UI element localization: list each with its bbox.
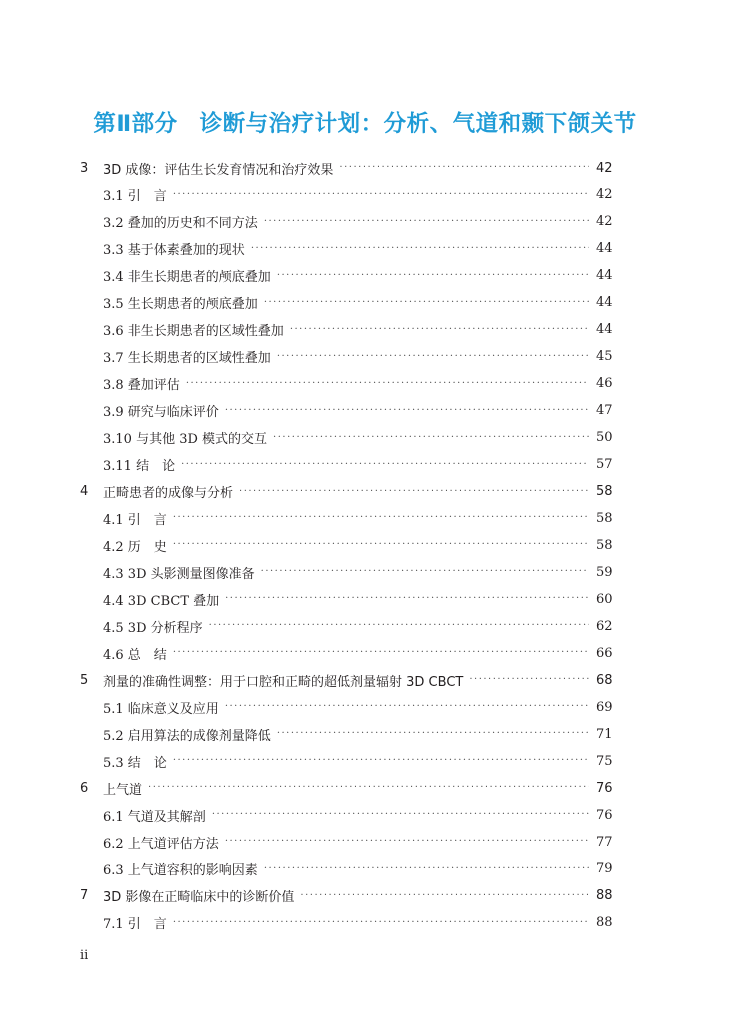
dot-leader bbox=[277, 263, 589, 289]
dot-leader bbox=[173, 182, 589, 208]
toc-section-entry[interactable] bbox=[0, 640, 730, 666]
toc-entry-text bbox=[103, 559, 589, 585]
toc-page-number: 42 bbox=[596, 214, 613, 230]
toc-section-entry[interactable] bbox=[0, 559, 730, 585]
section-title: 3.6 非生长期患者的区域性叠加 bbox=[103, 324, 284, 340]
toc-page-number: 58 bbox=[596, 484, 613, 500]
toc-page-number: 71 bbox=[596, 726, 613, 742]
toc-entry-text bbox=[103, 505, 589, 531]
toc-entry-text bbox=[103, 263, 589, 289]
dot-leader bbox=[273, 425, 589, 451]
toc-page-number: 75 bbox=[596, 753, 613, 769]
dot-leader bbox=[251, 236, 589, 262]
toc-page-number: 62 bbox=[596, 618, 613, 634]
toc-page-number: 88 bbox=[596, 888, 613, 904]
toc-section-entry[interactable] bbox=[0, 910, 730, 936]
toc-entry-text bbox=[103, 209, 589, 235]
toc-entry-text bbox=[103, 344, 589, 370]
toc-section-entry[interactable] bbox=[0, 694, 730, 720]
toc-entry-text bbox=[103, 452, 589, 478]
toc-section-entry[interactable] bbox=[0, 721, 730, 747]
section-title: 4.5 3D 分析程序 bbox=[103, 620, 203, 636]
section-title: 4.1 引 言 bbox=[103, 512, 167, 528]
toc-entry-text bbox=[103, 371, 589, 397]
toc-page-number: 50 bbox=[596, 430, 613, 446]
toc-entry-text bbox=[103, 721, 589, 747]
toc-page-number: 68 bbox=[596, 672, 613, 688]
toc-section-entry[interactable] bbox=[0, 586, 730, 612]
toc-page-number: 66 bbox=[596, 645, 613, 661]
dot-leader bbox=[277, 721, 589, 747]
toc-chapter-entry[interactable] bbox=[0, 775, 730, 801]
toc-chapter-entry[interactable] bbox=[0, 479, 730, 505]
toc-chapter-entry[interactable] bbox=[0, 155, 730, 181]
section-title: 5.3 结 论 bbox=[103, 755, 167, 771]
dot-leader bbox=[469, 667, 589, 693]
dot-leader bbox=[225, 586, 589, 612]
dot-leader bbox=[186, 371, 589, 397]
toc-entry-text bbox=[103, 883, 589, 909]
toc-page-number: 46 bbox=[596, 376, 613, 392]
toc-page-number: 42 bbox=[596, 187, 613, 203]
part-heading: 诊断与治疗计划：分析、气道和颞下颌关节 bbox=[199, 111, 637, 137]
toc-section-entry[interactable] bbox=[0, 748, 730, 774]
dot-leader bbox=[173, 505, 589, 531]
toc-entry-text bbox=[103, 398, 589, 424]
toc-page-number: 47 bbox=[596, 403, 613, 419]
dot-leader bbox=[290, 317, 589, 343]
chapter-number: 7 bbox=[80, 888, 89, 904]
toc-section-entry[interactable] bbox=[0, 802, 730, 828]
dot-leader bbox=[148, 775, 589, 801]
part-title bbox=[0, 106, 730, 138]
toc-entry-text bbox=[103, 613, 589, 639]
toc-entry-text bbox=[103, 155, 589, 181]
dot-leader bbox=[225, 398, 589, 424]
dot-leader bbox=[225, 829, 589, 855]
toc-section-entry[interactable] bbox=[0, 209, 730, 235]
toc-entry-text bbox=[103, 586, 589, 612]
toc-section-entry[interactable] bbox=[0, 532, 730, 558]
section-title: 3.8 叠加评估 bbox=[103, 378, 180, 394]
section-title: 7.1 引 言 bbox=[103, 917, 167, 933]
section-title: 3.4 非生长期患者的颅底叠加 bbox=[103, 270, 271, 286]
toc-page-number: 88 bbox=[596, 915, 613, 931]
toc-entry-text bbox=[103, 317, 589, 343]
toc-entry-text bbox=[103, 694, 589, 720]
chapter-title: 3D 影像在正畸临床中的诊断价值 bbox=[103, 890, 295, 906]
section-title: 4.4 3D CBCT 叠加 bbox=[103, 593, 220, 609]
toc-entry-text bbox=[103, 829, 589, 855]
toc-section-entry[interactable] bbox=[0, 505, 730, 531]
section-title: 4.2 历 史 bbox=[103, 539, 167, 555]
toc-entry-text bbox=[103, 640, 589, 666]
toc-section-entry[interactable] bbox=[0, 290, 730, 316]
section-title: 6.3 上气道容积的影响因素 bbox=[103, 863, 258, 879]
chapter-number: 3 bbox=[80, 160, 89, 176]
chapter-title: 上气道 bbox=[103, 782, 143, 798]
toc-chapter-entry[interactable] bbox=[0, 667, 730, 693]
toc-page-number: 76 bbox=[596, 807, 613, 823]
toc-page-number: 60 bbox=[596, 591, 613, 607]
toc-page-number: 44 bbox=[596, 268, 613, 284]
toc-section-entry[interactable] bbox=[0, 452, 730, 478]
dot-leader bbox=[264, 290, 589, 316]
section-title: 5.2 启用算法的成像剂量降低 bbox=[103, 728, 271, 744]
dot-leader bbox=[209, 613, 589, 639]
section-title: 4.6 总 结 bbox=[103, 647, 167, 663]
section-title: 3.5 生长期患者的颅底叠加 bbox=[103, 297, 258, 313]
section-title: 3.10 与其他 3D 模式的交互 bbox=[103, 432, 268, 448]
dot-leader bbox=[212, 802, 589, 828]
section-title: 6.1 气道及其解剖 bbox=[103, 809, 206, 825]
toc-entry-text bbox=[103, 425, 589, 451]
toc-section-entry[interactable] bbox=[0, 236, 730, 262]
toc-entry-text bbox=[103, 667, 589, 693]
section-title: 5.1 临床意义及应用 bbox=[103, 701, 219, 717]
toc-page-number: 77 bbox=[596, 834, 613, 850]
dot-leader bbox=[339, 155, 589, 181]
toc-section-entry[interactable] bbox=[0, 263, 730, 289]
dot-leader bbox=[261, 559, 589, 585]
toc-entry-text bbox=[103, 236, 589, 262]
toc-page-number: 58 bbox=[596, 510, 613, 526]
toc-page-number: 69 bbox=[596, 699, 613, 715]
section-title: 3.7 生长期患者的区域性叠加 bbox=[103, 351, 271, 367]
toc-chapter-entry[interactable] bbox=[0, 883, 730, 909]
dot-leader bbox=[264, 209, 589, 235]
section-title: 3.3 基于体素叠加的现状 bbox=[103, 243, 245, 259]
dot-leader bbox=[277, 344, 589, 370]
toc-page-number: 44 bbox=[596, 295, 613, 311]
toc-entry-text bbox=[103, 182, 589, 208]
section-title: 6.2 上气道评估方法 bbox=[103, 836, 219, 852]
toc-page-number: 57 bbox=[596, 457, 613, 473]
toc-section-entry[interactable] bbox=[0, 182, 730, 208]
chapter-number: 5 bbox=[80, 672, 89, 688]
toc-section-entry[interactable] bbox=[0, 829, 730, 855]
toc-entry-text bbox=[103, 532, 589, 558]
toc-page-number: 58 bbox=[596, 537, 613, 553]
dot-leader bbox=[173, 532, 589, 558]
page-number: ii bbox=[80, 948, 89, 963]
toc-entry-text bbox=[103, 910, 589, 936]
toc-entry-text bbox=[103, 748, 589, 774]
toc-entry-text bbox=[103, 290, 589, 316]
toc-section-entry[interactable] bbox=[0, 425, 730, 451]
toc-page-number: 59 bbox=[596, 564, 613, 580]
toc-section-entry[interactable] bbox=[0, 398, 730, 424]
toc-entry-text bbox=[103, 775, 589, 801]
section-title: 3.9 研究与临床评价 bbox=[103, 405, 219, 421]
dot-leader bbox=[300, 883, 589, 909]
dot-leader bbox=[239, 479, 589, 505]
dot-leader bbox=[173, 748, 589, 774]
section-title: 3.1 引 言 bbox=[103, 189, 167, 205]
toc-section-entry[interactable] bbox=[0, 856, 730, 882]
toc-section-entry[interactable] bbox=[0, 344, 730, 370]
dot-leader bbox=[181, 452, 589, 478]
dot-leader bbox=[264, 856, 589, 882]
toc-page-number: 44 bbox=[596, 241, 613, 257]
chapter-title: 正畸患者的成像与分析 bbox=[103, 486, 234, 502]
dot-leader bbox=[225, 694, 589, 720]
toc-page-number: 76 bbox=[596, 780, 613, 796]
toc-page-number: 42 bbox=[596, 160, 613, 176]
dot-leader bbox=[173, 640, 589, 666]
chapter-title: 剂量的准确性调整：用于口腔和正畸的超低剂量辐射 3D CBCT bbox=[103, 674, 464, 690]
toc-section-entry[interactable] bbox=[0, 371, 730, 397]
toc-entry-text bbox=[103, 802, 589, 828]
toc-section-entry[interactable] bbox=[0, 613, 730, 639]
part-label: 第Ⅱ部分 bbox=[93, 111, 178, 137]
section-title: 3.2 叠加的历史和不同方法 bbox=[103, 216, 258, 232]
chapter-title: 3D 成像：评估生长发育情况和治疗效果 bbox=[103, 162, 334, 178]
toc-page-number: 44 bbox=[596, 322, 613, 338]
chapter-number: 4 bbox=[80, 484, 89, 500]
toc-page-number: 79 bbox=[596, 861, 613, 877]
section-title: 3.11 结 论 bbox=[103, 459, 176, 475]
chapter-number: 6 bbox=[80, 780, 89, 796]
toc-entry-text bbox=[103, 479, 589, 505]
section-title: 4.3 3D 头影测量图像准备 bbox=[103, 566, 255, 582]
toc-entry-text bbox=[103, 856, 589, 882]
toc-section-entry[interactable] bbox=[0, 317, 730, 343]
dot-leader bbox=[173, 910, 589, 936]
toc-page-number: 45 bbox=[596, 349, 613, 365]
